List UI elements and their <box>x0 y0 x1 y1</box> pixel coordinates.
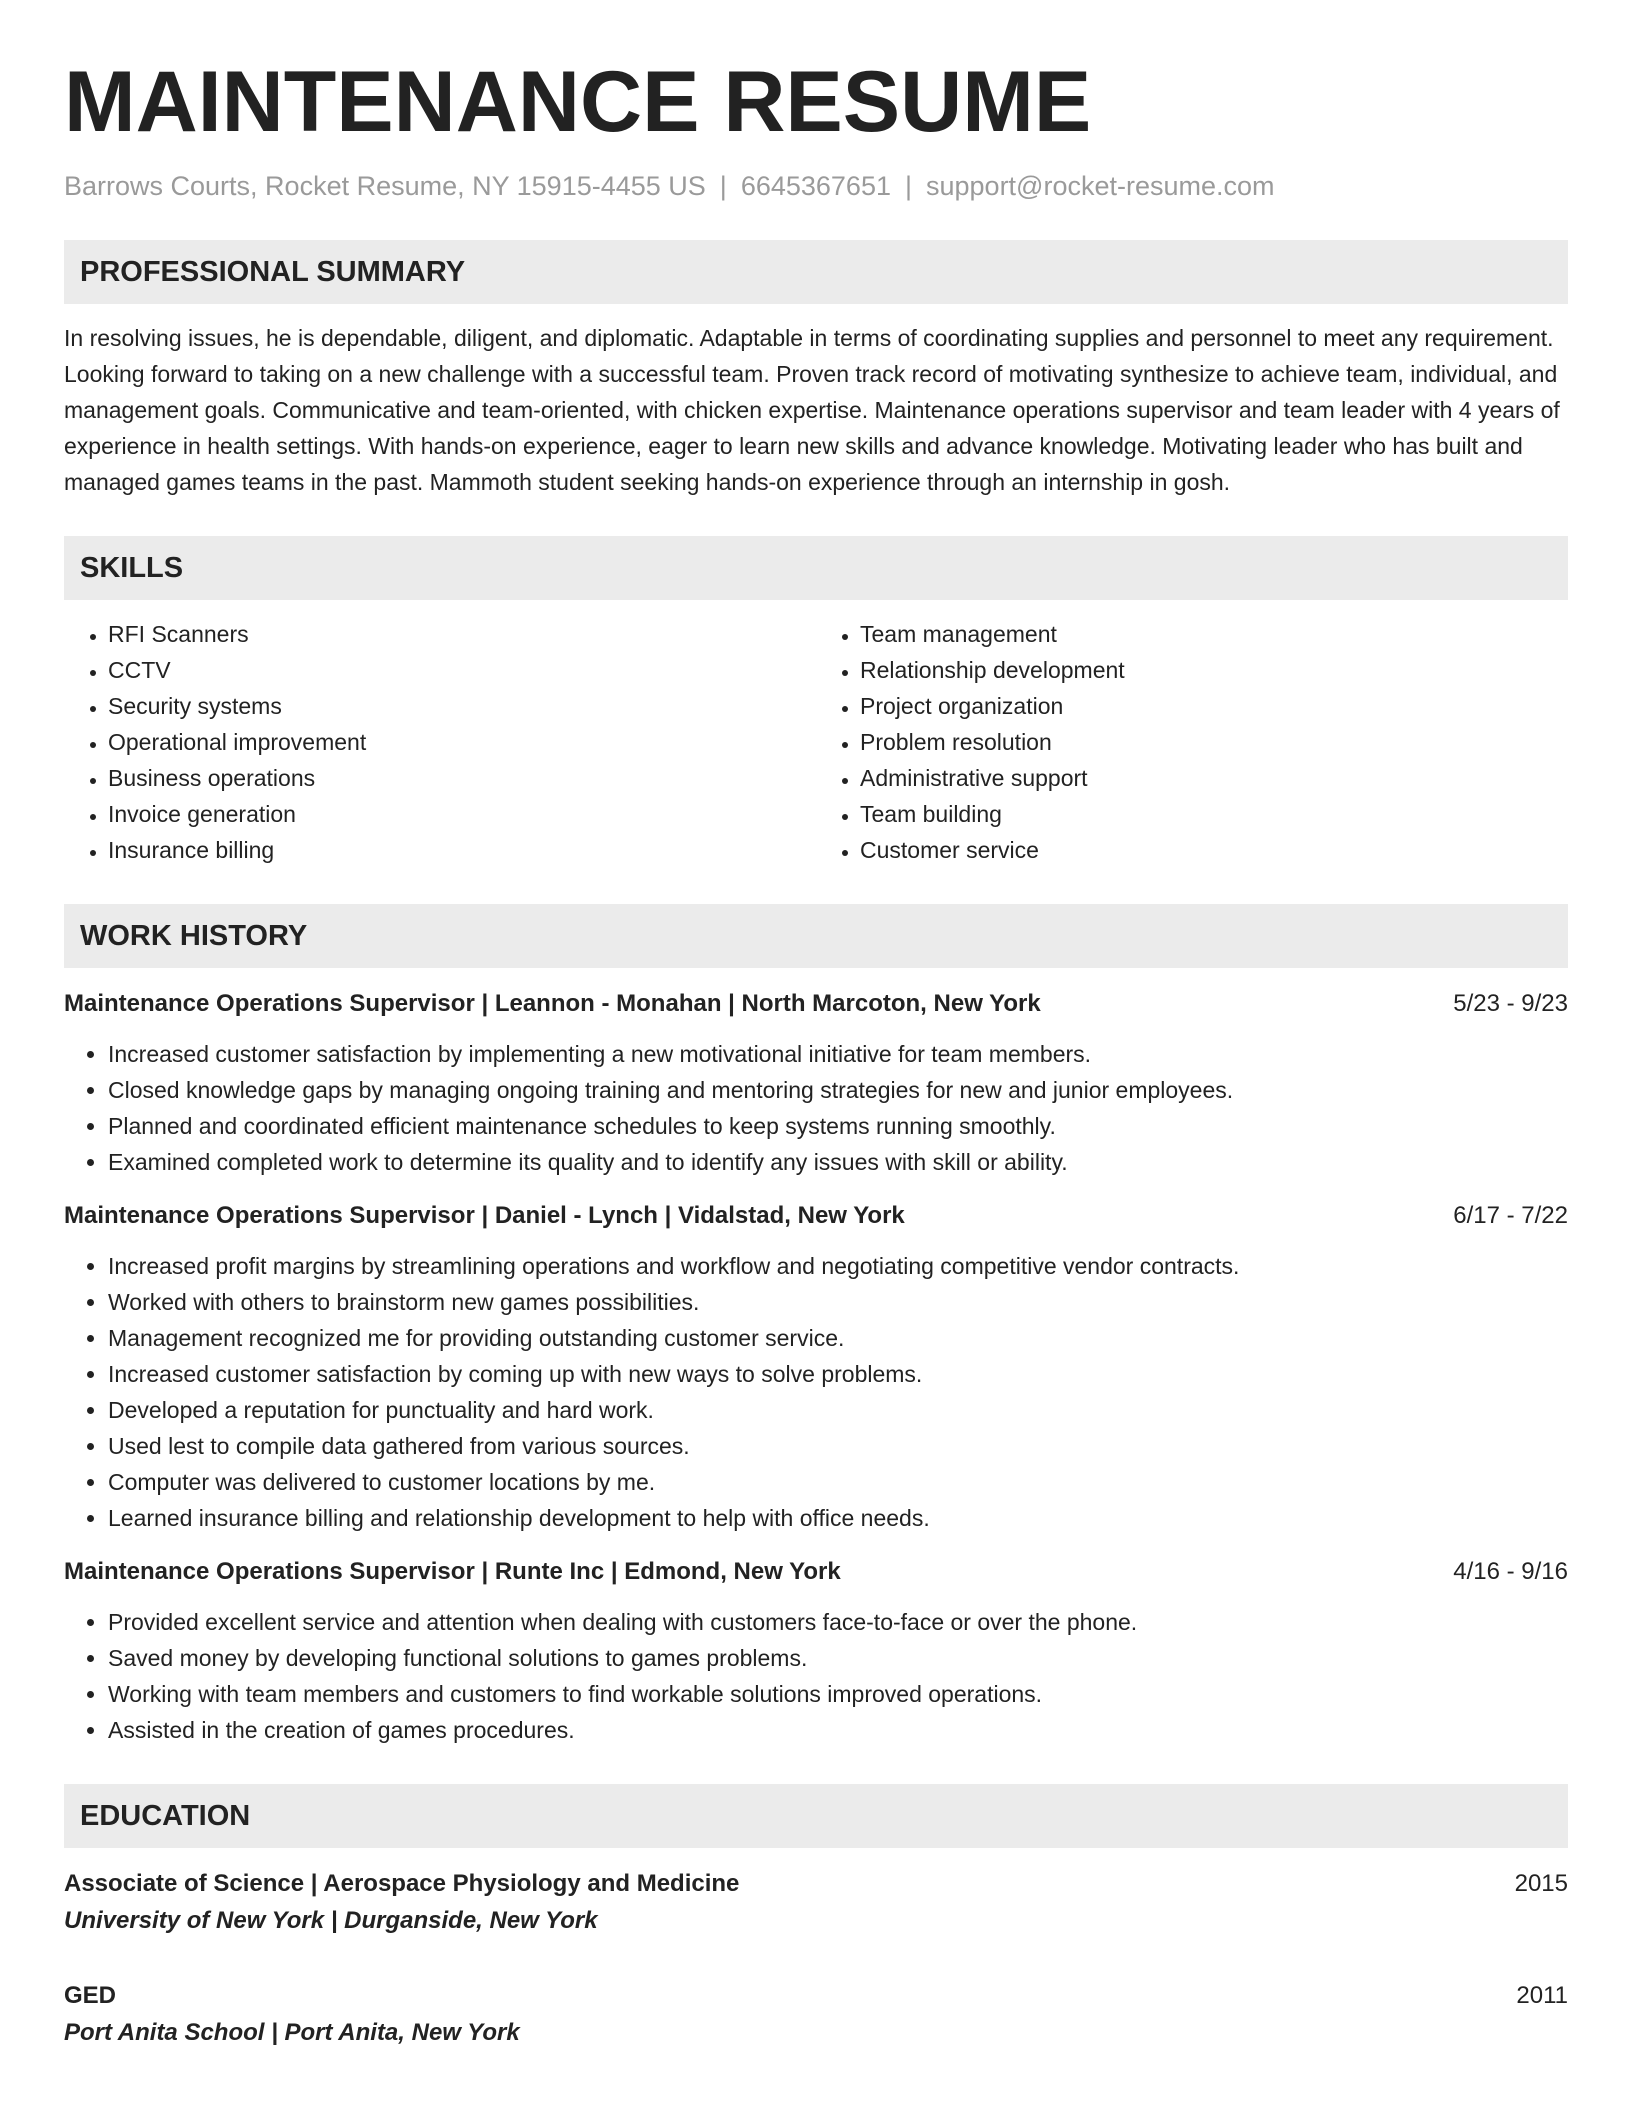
education-entry <box>64 1866 1568 1940</box>
job-entry <box>64 1198 1568 1536</box>
job-bullet: • Learned insurance billing and relationship development to help with office needs. <box>108 1500 1568 1536</box>
job-bullet: • Computer was delivered to customer locations by me. <box>108 1464 1568 1500</box>
email: support@rocket-resume.com <box>926 171 1275 201</box>
summary-text: In resolving issues, he is dependable, diligent, and diplomatic. Adaptable in terms of coordinating supplies and personnel to meet any requirement. Looking forward to taking on a new challenge with a successful team. Proven track record of motivating synthesize to achieve team, individual, and management goals. Communicative and team-oriented, with chicken expertise. Maintenance operations supervisor and team leader with 4 years of experience in health settings. With hands-on experience, eager to learn new skills and advance knowledge. Motivating leader who has built and managed games teams in the past. Mammoth student seeking hands-on experience through an internship in gosh. <box>64 325 1560 495</box>
section-heading-education: EDUCATION <box>64 1784 1568 1848</box>
job-bullet: • Closed knowledge gaps by managing ongoing training and mentoring strategies for new and junior employees. <box>108 1072 1568 1108</box>
section-heading-work: WORK HISTORY <box>64 904 1568 968</box>
skill-item: • Problem resolution <box>860 724 1568 760</box>
job-bullet: • Management recognized me for providing outstanding customer service. <box>108 1320 1568 1356</box>
separator: | <box>719 171 727 201</box>
skill-item: • Relationship development <box>860 652 1568 688</box>
skill-item: • Operational improvement <box>108 724 816 760</box>
job-bullet: • Worked with others to brainstorm new games possibilities. <box>108 1284 1568 1320</box>
job-bullet: • Assisted in the creation of games procedures. <box>108 1712 1568 1748</box>
job-header <box>64 986 1568 1022</box>
job-title: Maintenance Operations Supervisor | Runte Inc | Edmond, New York <box>64 1558 841 1585</box>
school: University of New York | Durganside, New York <box>64 1907 598 1934</box>
job-bullets <box>64 1248 1568 1536</box>
contact-line <box>64 168 1568 204</box>
job-entry <box>64 1554 1568 1748</box>
education-header <box>64 1866 1568 1902</box>
job-bullets <box>64 1036 1568 1180</box>
education-header <box>64 1978 1568 2014</box>
skill-item: • Invoice generation <box>108 796 816 832</box>
job-bullet: • Increased customer satisfaction by implementing a new motivational initiative for team members. <box>108 1036 1568 1072</box>
skill-item: • Insurance billing <box>108 832 816 868</box>
skill-item: • RFI Scanners <box>108 616 816 652</box>
job-bullets <box>64 1604 1568 1748</box>
skill-item: • Customer service <box>860 832 1568 868</box>
job-header <box>64 1198 1568 1234</box>
skills-column-right <box>816 616 1568 868</box>
job-bullet: • Increased profit margins by streamlining operations and workflow and negotiating competitive vendor contracts. <box>108 1248 1568 1284</box>
resume-title: MAINTENANCE RESUME <box>64 54 1092 150</box>
skill-item: • Team building <box>860 796 1568 832</box>
job-bullet: • Provided excellent service and attention when dealing with customers face-to-face or over the phone. <box>108 1604 1568 1640</box>
job-header <box>64 1554 1568 1590</box>
job-bullet: • Increased customer satisfaction by coming up with new ways to solve problems. <box>108 1356 1568 1392</box>
graduation-year: 2015 <box>1514 1870 1568 1897</box>
separator: | <box>904 171 912 201</box>
skill-item: • Project organization <box>860 688 1568 724</box>
skill-item: • Security systems <box>108 688 816 724</box>
job-date: 4/16 - 9/16 <box>1453 1558 1568 1585</box>
skill-item: • CCTV <box>108 652 816 688</box>
phone: 6645367651 <box>740 171 891 201</box>
degree: GED <box>64 1982 117 2009</box>
skills-column-left <box>64 616 816 868</box>
skill-item: • Team management <box>860 616 1568 652</box>
job-title: Maintenance Operations Supervisor | Daniel - Lynch | Vidalstad, New York <box>64 1202 905 1229</box>
skills-list <box>64 616 1568 868</box>
job-bullet: • Developed a reputation for punctuality and hard work. <box>108 1392 1568 1428</box>
job-bullet: • Examined completed work to determine its quality and to identify any issues with skill or ability. <box>108 1144 1568 1180</box>
section-heading-summary: PROFESSIONAL SUMMARY <box>64 240 1568 304</box>
job-bullet: • Planned and coordinated efficient maintenance schedules to keep systems running smoothly. <box>108 1108 1568 1144</box>
degree: Associate of Science | Aerospace Physiology and Medicine <box>64 1870 740 1897</box>
job-date: 5/23 - 9/23 <box>1453 990 1568 1017</box>
education-entry <box>64 1978 1568 2052</box>
school: Port Anita School | Port Anita, New York <box>64 2019 520 2046</box>
job-bullet: • Working with team members and customers to find workable solutions improved operations. <box>108 1676 1568 1712</box>
graduation-year: 2011 <box>1516 1982 1568 2009</box>
skill-item: • Administrative support <box>860 760 1568 796</box>
job-bullet: • Used lest to compile data gathered from various sources. <box>108 1428 1568 1464</box>
job-date: 6/17 - 7/22 <box>1453 1202 1568 1229</box>
job-bullet: • Saved money by developing functional solutions to games problems. <box>108 1640 1568 1676</box>
job-title: Maintenance Operations Supervisor | Leannon - Monahan | North Marcoton, New York <box>64 990 1041 1017</box>
skill-item: • Business operations <box>108 760 816 796</box>
address: Barrows Courts, Rocket Resume, NY 15915-4455 US <box>64 171 706 201</box>
job-entry <box>64 986 1568 1180</box>
section-heading-skills: SKILLS <box>64 536 1568 600</box>
